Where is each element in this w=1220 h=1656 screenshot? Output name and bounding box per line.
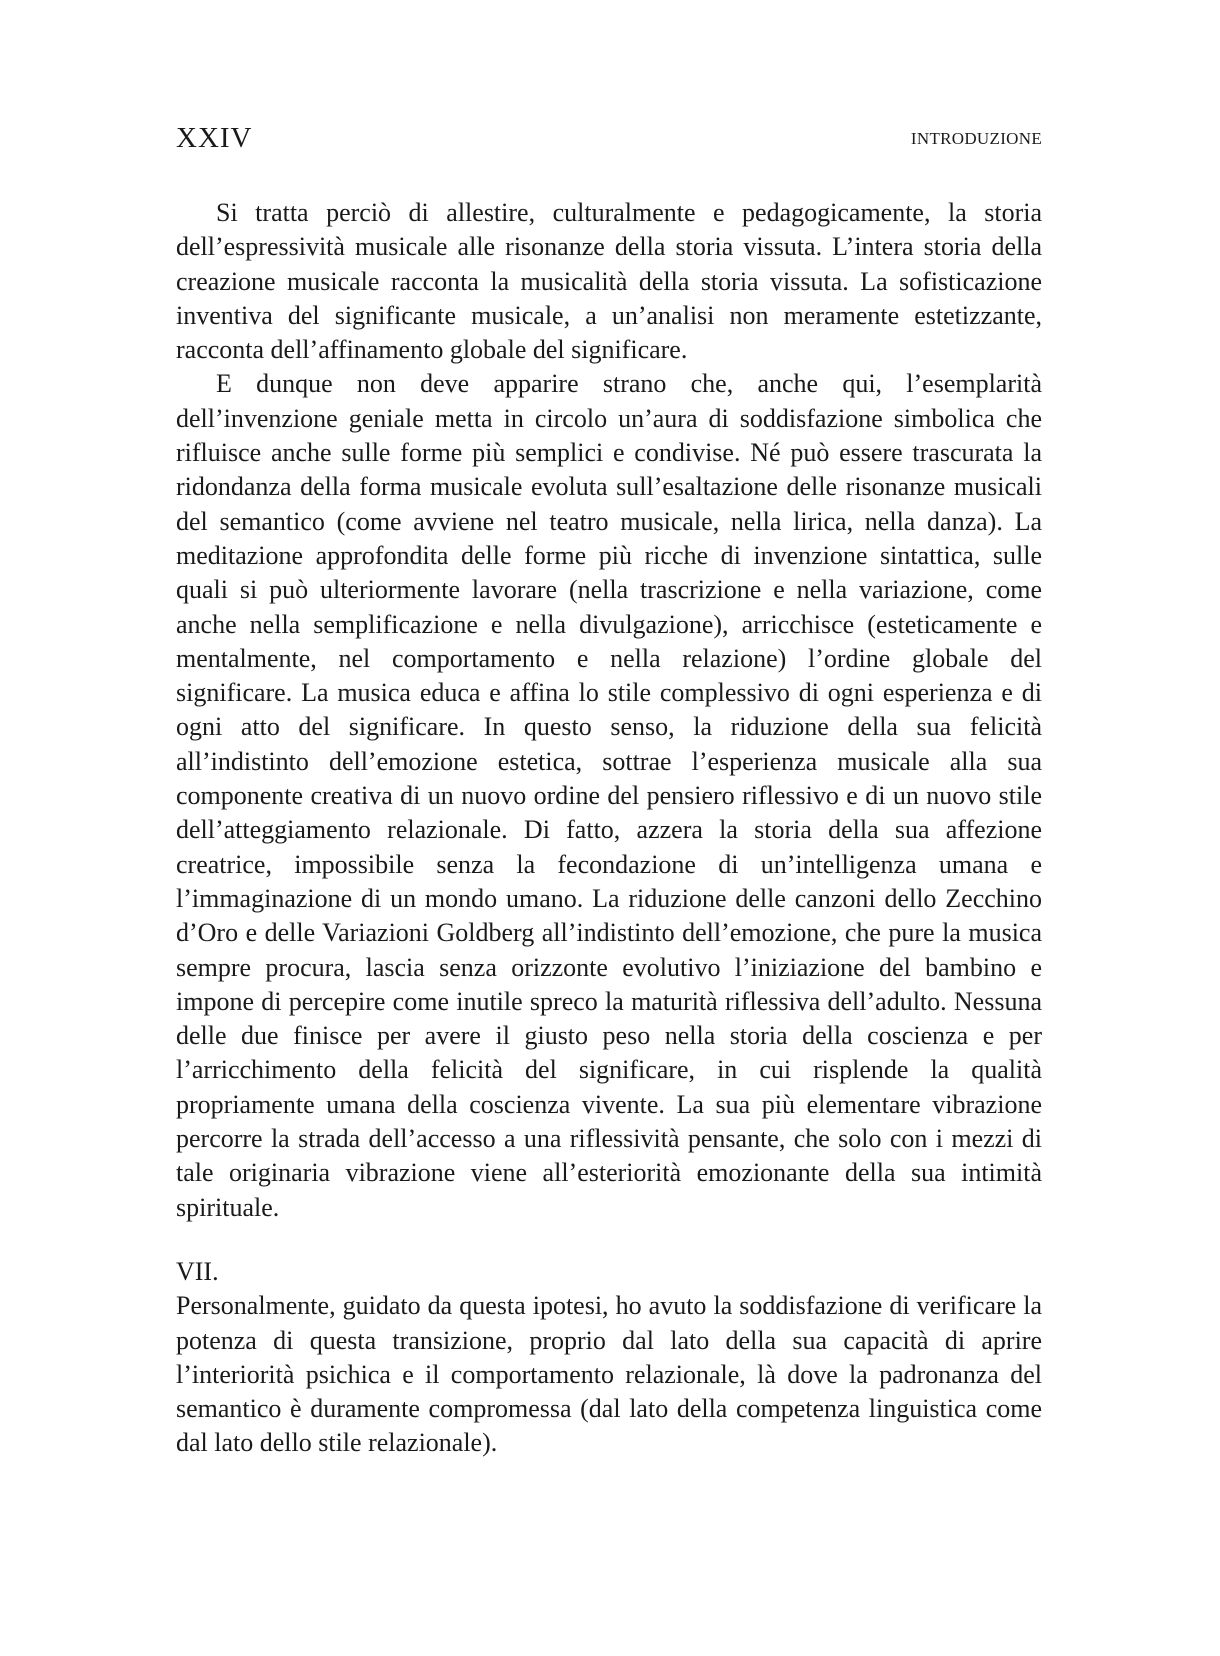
body-text [176,196,1042,1461]
running-head [176,118,1042,158]
page-number: XXIV [176,122,253,154]
paragraph: E dunque non deve apparire strano che, anche qui, l’esemplarità dell’invenzione geniale metta in circolo un’aura di soddisfazione simbolica che rifluisce anche sulle forme più semplici e condivise. Né può essere trascurata la ridondanza della forma musicale evoluta sull’esaltazione delle risonanze musicali del semantico (come avviene nel teatro musicale, nella lirica, nella danza). La meditazione approfondita delle forme più ricche di invenzione sintattica, sulle quali si può ulteriormente lavorare (nella trascrizione e nella variazione, come anche nella semplificazione e nella divulgazione), arricchisce (esteticamente e mentalmente, nel comportamento e nella relazione) l’ordine globale del significare. La musica educa e affina lo stile complessivo di ogni esperienza e di ogni atto del significare. In questo senso, la riduzione della sua felicità all’indistinto dell’emozione estetica, sottrae l’esperienza musicale alla sua componente creativa di un nuovo ordine del pensiero riflessivo e di un nuovo stile dell’atteggiamento relazionale. Di fatto, azzera la storia della sua affezione creatrice, impossibile senza la fecondazione di un’intelligenza umana e l’immaginazione di un mondo umano. La riduzione delle canzoni dello Zecchino d’Oro e delle Variazioni Goldberg all’indistinto dell’emozione, che pure la musica sempre procura, lascia senza orizzonte evolutivo l’iniziazione del bambino e impone di percepire come inutile spreco la maturità riflessiva dell’adulto. Nessuna delle due finisce per avere il giusto peso nella storia della coscienza e per l’arricchimento della felicità del significare, in cui risplende la qualità propriamente umana della coscienza vivente. La sua più elementare vibrazione percorre la strada dell’accesso a una riflessività pensante, che solo con i mezzi di tale originaria vibrazione viene all’esteriorità emozionante della sua intimità spirituale. [176,369,1042,1222]
paragraph: Personalmente, guidato da questa ipotesi, ho avuto la soddisfazione di verificare la potenza di questa transizione, proprio dal lato della sua capacità di aprire l’interiorità psichica e il comportamento relazionale, là dove la padronanza del semantico è duramente compromessa (dal lato della competenza linguistica come dal lato dello stile relazionale). [176,1291,1042,1458]
paragraph: Si tratta perciò di allestire, culturalmente e pedagogicamente, la storia dell’espressività musicale alle risonanze della storia vissuta. L’intera storia della creazione musicale racconta la musicalità della storia vissuta. La sofisticazione inventiva del significante musicale, a un’analisi non meramente estetizzante, racconta dell’affinamento globale del significare. [176,198,1042,365]
section-number: VII. [176,1256,219,1286]
running-section-title: INTRODUZIONE [910,129,1042,148]
